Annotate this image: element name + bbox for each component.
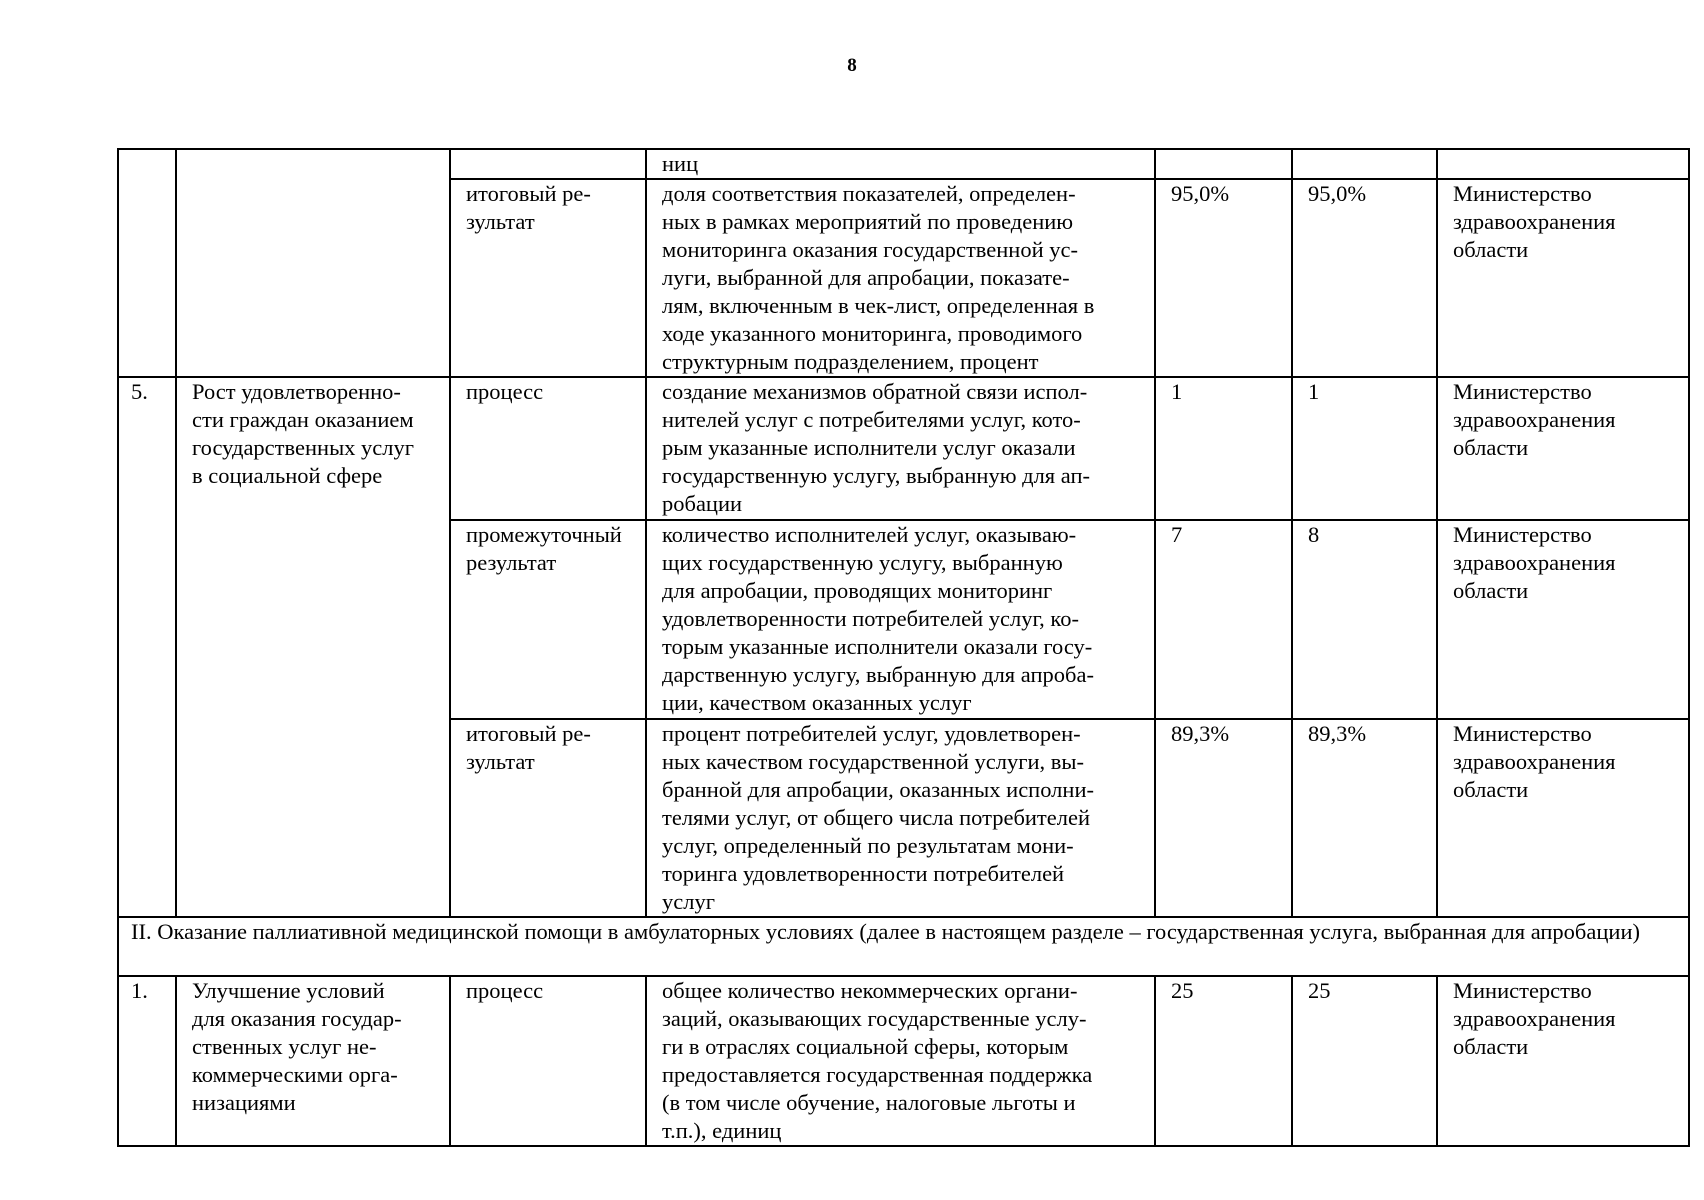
indicator-cell: процент потребителей услуг, удовлетворен- ных качеством государственной услуги, вы- бранной для апробации, оказанных исполни- телями услуг, от общего числа потребителей услуг, определенный по результатам мони- торинга удовлетворенности потребителей услуг — [646, 719, 1155, 917]
base-value-cell: 25 — [1155, 976, 1292, 1146]
base-value-cell: 95,0% — [1155, 179, 1292, 377]
responsible-cell: Министерство здравоохранения области — [1437, 377, 1689, 520]
table-row — [118, 149, 1689, 179]
stage-cell — [450, 149, 646, 179]
indicator-cell: количество исполнителей услуг, оказываю- щих государственную услугу, выбранную для апробации, проводящих мониторинг удовлетворенности потребителей услуг, ко- торым указанные исполнители оказали госу- дарственную услугу, выбранную для апроба- ции, качеством оказанных услуг — [646, 520, 1155, 719]
base-value-cell: 1 — [1155, 377, 1292, 520]
responsible-cell: Министерство здравоохранения области — [1437, 719, 1689, 917]
indicator-cell: ниц — [646, 149, 1155, 179]
indicator-cell: доля соответствия показателей, определен- ных в рамках мероприятий по проведению мониторинга оказания государственной ус- луги, выбранной для апробации, показате- лям, включенным в чек-лист, определенная в ходе указанного мониторинга, проводимого структурным подразделением, процент — [646, 179, 1155, 377]
section-title: II. Оказание паллиативной медицинской помощи в амбулаторных условиях (далее в настоящем разделе – государственная услуга, выбранная для апробации) — [118, 917, 1689, 976]
indicator-cell: создание механизмов обратной связи испол- нителей услуг с потребителями услуг, кото- рым указанные исполнители услуг оказали государственную услугу, выбранную для ап- робации — [646, 377, 1155, 520]
stage-cell: процесс — [450, 976, 646, 1146]
indicators-table — [117, 148, 1690, 1147]
responsible-cell — [1437, 149, 1689, 179]
goal-cell: Рост удовлетворенно- сти граждан оказанием государственных услуг в социальной сфере — [176, 377, 450, 917]
goal-cell — [176, 149, 450, 377]
target-value-cell: 25 — [1292, 976, 1437, 1146]
target-value-cell: 8 — [1292, 520, 1437, 719]
number-cell: 1. — [118, 976, 176, 1146]
base-value-cell: 89,3% — [1155, 719, 1292, 917]
indicator-cell: общее количество некоммерческих органи- заций, оказывающих государственные услу- ги в отраслях социальной сферы, которым предоставляется государственная поддержка (в том числе обучение, налоговые льготы и т.п.), единиц — [646, 976, 1155, 1146]
target-value-cell — [1292, 149, 1437, 179]
table-row — [118, 377, 1689, 520]
stage-cell: итоговый ре- зультат — [450, 179, 646, 377]
target-value-cell: 89,3% — [1292, 719, 1437, 917]
stage-cell: промежуточный результат — [450, 520, 646, 719]
number-cell — [118, 149, 176, 377]
stage-cell: процесс — [450, 377, 646, 520]
number-cell: 5. — [118, 377, 176, 917]
table-row — [118, 917, 1689, 976]
base-value-cell: 7 — [1155, 520, 1292, 719]
responsible-cell: Министерство здравоохранения области — [1437, 179, 1689, 377]
page-number: 8 — [847, 55, 857, 76]
base-value-cell — [1155, 149, 1292, 179]
target-value-cell: 1 — [1292, 377, 1437, 520]
goal-cell: Улучшение условий для оказания государ- ственных услуг не- коммерческими орга- низациями — [176, 976, 450, 1146]
table-row — [118, 976, 1689, 1146]
responsible-cell: Министерство здравоохранения области — [1437, 976, 1689, 1146]
responsible-cell: Министерство здравоохранения области — [1437, 520, 1689, 719]
target-value-cell: 95,0% — [1292, 179, 1437, 377]
stage-cell: итоговый ре- зультат — [450, 719, 646, 917]
